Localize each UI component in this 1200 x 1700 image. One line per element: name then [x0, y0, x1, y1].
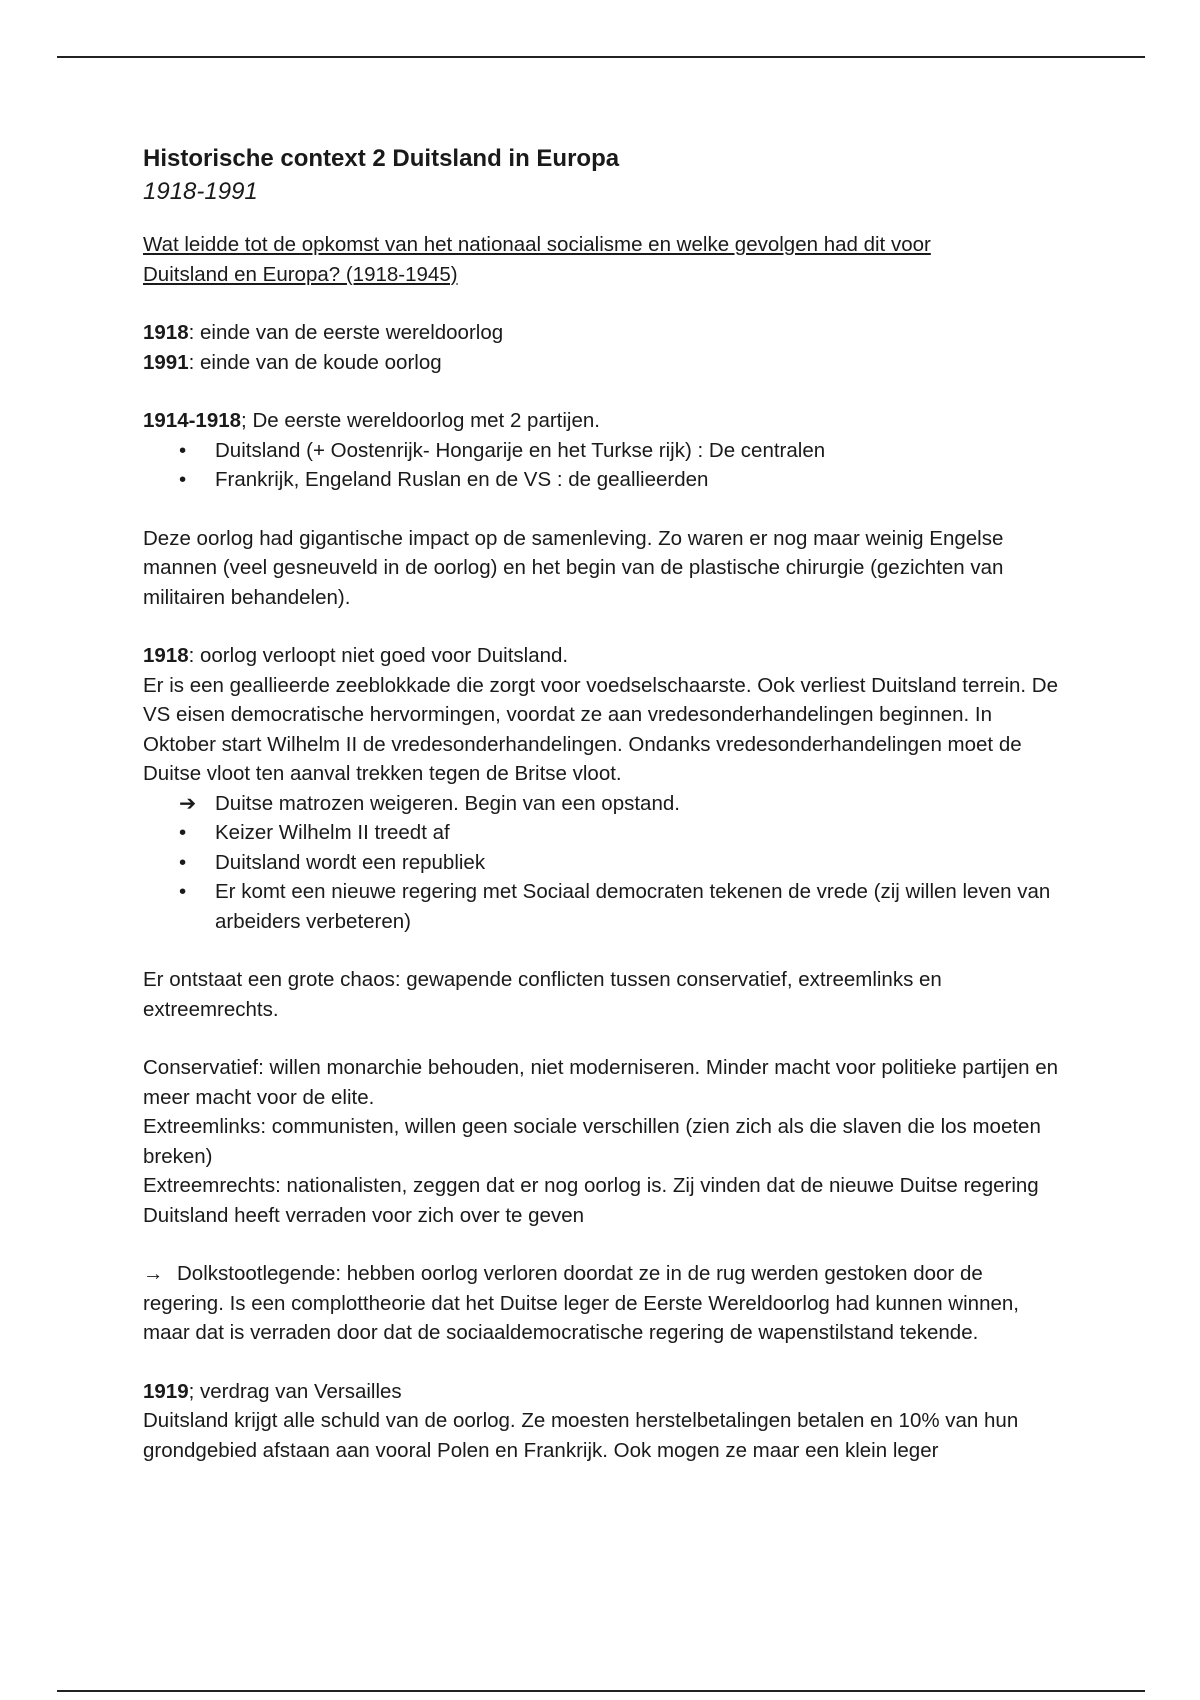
section-1918-year: 1918	[143, 644, 189, 667]
ww1-year: 1914-1918	[143, 409, 242, 432]
date-year: 1918	[143, 321, 189, 344]
date-line	[143, 348, 1063, 378]
list-item	[143, 789, 1063, 819]
ww1-text: ; De eerste wereldoorlog met 2 partijen.	[241, 409, 600, 432]
section-1918-body: Er is een geallieerde zeeblokkade die zorgt voor voedselschaarste. Ook verliest Duitsland terrein. De VS eisen democratische hervormingen, voordat ze aan vredesonderhandelingen beginnen. In Oktober start Wilhelm II de vredesonderhandelingen. Ondanks vredesonderhandelingen moet de Duitse vloot ten aanval trekken tegen de Britse vloot.	[143, 673, 1059, 785]
section-1918-heading	[143, 641, 1063, 671]
bullet-icon: •	[179, 880, 187, 903]
group-conservatief: Conservatief: willen monarchie behouden, niet moderniseren. Minder macht voor politieke partijen en meer macht voor de elite.	[143, 1056, 1059, 1109]
versailles-heading	[143, 1377, 1063, 1407]
date-text: : einde van de koude oorlog	[188, 350, 442, 374]
list-item	[143, 436, 1063, 466]
page-bottom-rule	[57, 1690, 1145, 1692]
document-subtitle: 1918-1991	[143, 178, 258, 205]
list-item-text: Er komt een nieuwe regering met Sociaal democraten tekenen de vrede (zij willen leven van arbeiders verbeteren)	[215, 880, 1051, 933]
list-item	[143, 818, 1063, 848]
impact-paragraph: Deze oorlog had gigantische impact op de samenleving. Zo waren er nog maar weinig Engelse mannen (veel gesneuveld in de oorlog) en het begin van de plastische chirurgie (gezichten van militairen behandelen).	[143, 526, 1004, 609]
ww1-heading	[143, 406, 1063, 436]
group-extreemrechts: Extreemrechts: nationalisten, zeggen dat er nog oorlog is. Zij vinden dat de nieuwe Duitse regering Duitsland heeft verraden voor zich over te geven	[143, 1174, 1039, 1227]
bullet-icon: •	[179, 438, 187, 462]
arrow-right-icon: ➔	[179, 791, 197, 815]
bullet-icon: •	[179, 468, 187, 491]
chaos-paragraph: Er ontstaat een grote chaos: gewapende conflicten tussen conservatief, extreemlinks en extreemrechts.	[143, 968, 942, 1021]
list-item	[143, 877, 1063, 936]
versailles-text: ; verdrag van Versailles	[188, 1379, 402, 1403]
versailles-year: 1919	[143, 1379, 189, 1403]
list-item	[143, 465, 1063, 495]
section-1918-list	[143, 789, 1063, 937]
list-item-text: Duitsland wordt een republiek	[215, 850, 486, 874]
list-item-text: Keizer Wilhelm II treedt af	[215, 821, 450, 844]
versailles-body: Duitsland krijgt alle schuld van de oorlog. Ze moesten herstelbetalingen betalen en 10% van hun grondgebied afstaan aan vooral Polen en Frankrijk. Ook mogen ze maar een klein leger	[143, 1409, 1019, 1462]
document-title: Historische context 2 Duitsland in Europa	[143, 145, 620, 172]
date-year: 1991	[143, 350, 189, 374]
research-question: Wat leidde tot de opkomst van het nationaal socialisme en welke gevolgen had dit voor Duitsland en Europa? (1918-1945)	[143, 233, 931, 286]
list-item-text: Frankrijk, Engeland Ruslan en de VS : de geallieerden	[215, 468, 709, 491]
document-page	[143, 142, 1063, 1465]
section-1918-text: : oorlog verloopt niet goed voor Duitsland.	[188, 644, 569, 667]
group-extreemlinks: Extreemlinks: communisten, willen geen sociale verschillen (zien zich als die slaven die los moeten breken)	[143, 1115, 1041, 1168]
date-text: : einde van de eerste wereldoorlog	[188, 321, 504, 344]
dolkstoot-paragraph	[143, 1259, 1063, 1348]
arrow-right-icon: →	[143, 1262, 164, 1285]
list-item-text: Duitsland (+ Oostenrijk- Hongarije en het Turkse rijk) : De centralen	[215, 438, 826, 462]
date-line	[143, 318, 1063, 348]
list-item	[143, 848, 1063, 878]
bullet-icon: •	[179, 850, 187, 874]
ww1-parties-list	[143, 436, 1063, 495]
bullet-icon: •	[179, 821, 187, 844]
list-item-text: Duitse matrozen weigeren. Begin van een opstand.	[215, 791, 680, 815]
page-top-rule	[57, 56, 1145, 58]
dolkstoot-text: Dolkstootlegende: hebben oorlog verloren doordat ze in de rug werden gestoken door de regering. Is een complottheorie dat het Duitse leger de Eerste Wereldoorlog had kunnen winnen, maar dat is verraden door dat de sociaaldemocratische regering de wapenstilstand tekende.	[143, 1262, 1019, 1344]
